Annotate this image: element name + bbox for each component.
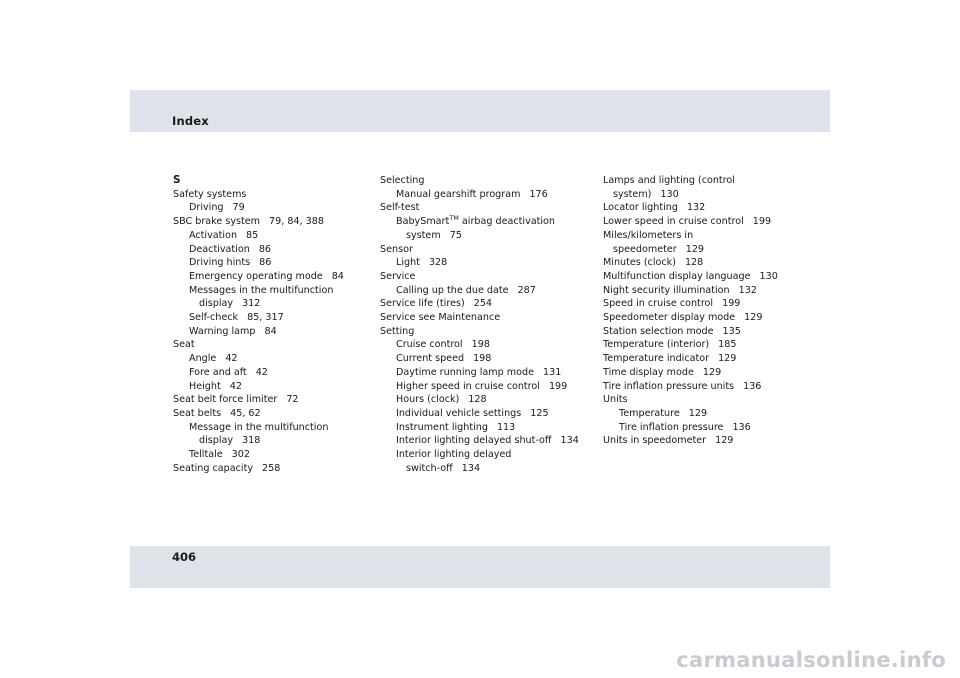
- page-reference: 318: [242, 435, 261, 447]
- page-reference: 198: [471, 339, 490, 351]
- index-term: Miles/kilometers in: [603, 229, 694, 241]
- index-term: Self-check: [189, 312, 239, 324]
- page-reference: 129: [685, 243, 705, 255]
- index-term: switch-off: [406, 462, 453, 474]
- page-reference: 75: [449, 229, 462, 241]
- page-reference: 79: [232, 202, 245, 214]
- index-term: Fore and aft: [189, 366, 247, 378]
- index-column-1: [173, 174, 344, 475]
- index-term: speedometer: [613, 243, 677, 255]
- index-term: Deactivation: [189, 243, 250, 255]
- index-entry: [603, 270, 778, 284]
- index-term: Higher speed in cruise control: [396, 380, 540, 392]
- index-term-continued: airbag deactivation: [458, 216, 555, 228]
- index-term: Emergency operating mode: [189, 270, 323, 282]
- page-reference: 129: [688, 407, 708, 419]
- index-entry: [603, 284, 778, 298]
- page-reference: 84: [264, 325, 277, 337]
- index-term: Sensor: [380, 243, 413, 255]
- page-reference: 136: [743, 380, 762, 392]
- index-term: Hours (clock): [396, 394, 460, 406]
- index-term: BabySmart: [396, 216, 450, 228]
- index-entry: [173, 188, 344, 202]
- watermark: carmanualsonline.info: [676, 648, 946, 672]
- index-term: Speed in cruise control: [603, 298, 714, 310]
- page-reference: 42: [255, 366, 268, 378]
- page-reference: 132: [686, 202, 706, 214]
- page-reference: 128: [684, 257, 704, 269]
- page-reference: 129: [718, 353, 737, 365]
- index-entry: [380, 421, 579, 435]
- page-reference: 302: [231, 449, 250, 461]
- index-term: Selecting: [380, 175, 425, 186]
- index-term: Multifunction display language: [603, 270, 751, 282]
- page-reference: 134: [461, 462, 481, 474]
- page-reference: 199: [548, 380, 568, 392]
- index-term: Activation: [189, 229, 238, 241]
- index-entry: [173, 325, 344, 339]
- page-reference: 185: [718, 339, 737, 351]
- index-term: Station selection mode: [603, 325, 714, 337]
- page-reference: 128: [468, 394, 487, 406]
- page-reference: 86: [258, 243, 272, 255]
- footer-band: [130, 546, 830, 588]
- index-entry: [603, 297, 778, 311]
- index-entry: [380, 338, 579, 352]
- page-reference: 129: [715, 435, 734, 447]
- index-entry: [173, 270, 344, 284]
- index-entry: [603, 229, 778, 243]
- index-term: Angle: [189, 353, 217, 365]
- index-term: Interior lighting delayed: [396, 449, 512, 461]
- index-term: Temperature (interior): [603, 339, 710, 351]
- index-entry: [603, 188, 778, 202]
- index-entry: [173, 229, 344, 243]
- index-term: Night security illumination: [603, 284, 730, 296]
- page-reference: 130: [759, 270, 778, 282]
- index-term: Service see Maintenance: [380, 312, 501, 324]
- trademark-superscript: TM: [449, 214, 459, 223]
- page-reference: 287: [517, 284, 536, 296]
- page-reference: 130: [660, 188, 679, 200]
- index-term: Light: [396, 257, 420, 269]
- page-reference: 135: [722, 325, 741, 337]
- index-entry: [380, 352, 579, 366]
- index-entry: [380, 201, 579, 215]
- index-entry: [173, 297, 344, 311]
- page-reference: 125: [530, 407, 549, 419]
- index-term: Time display mode: [603, 366, 694, 378]
- index-term: Self-test: [380, 202, 420, 214]
- index-entry: [380, 243, 579, 257]
- index-entry: [603, 201, 778, 215]
- page-reference: 45, 62: [230, 407, 261, 419]
- index-entry: [173, 380, 344, 394]
- page-reference: 198: [473, 353, 492, 365]
- index-term: Cruise control: [396, 339, 463, 351]
- index-term: Minutes (clock): [603, 257, 676, 269]
- index-term: Lower speed in cruise control: [603, 216, 744, 228]
- index-term: Seat belt force limiter: [173, 394, 278, 406]
- index-entry: [603, 311, 778, 325]
- index-entry: [603, 421, 778, 435]
- index-term: Units in speedometer: [603, 435, 707, 447]
- page-reference: 84: [331, 270, 344, 282]
- page-reference: 132: [738, 284, 757, 296]
- index-term: Seating capacity: [173, 462, 254, 474]
- index-term: Warning lamp: [189, 325, 256, 337]
- index-entry: [603, 256, 778, 270]
- page-reference: 85, 317: [247, 312, 284, 324]
- page-reference: 199: [722, 298, 741, 310]
- index-term: SBC brake system: [173, 216, 261, 228]
- index-entry: [380, 325, 579, 339]
- index-entry: [173, 243, 344, 257]
- page-reference: 176: [529, 188, 548, 200]
- index-entry: [603, 393, 778, 407]
- index-term: Messages in the multifunction: [189, 284, 334, 296]
- index-term: Driving: [189, 202, 224, 214]
- index-entry: [603, 174, 778, 188]
- index-term: Manual gearshift program: [396, 188, 521, 200]
- index-entry: [603, 366, 778, 380]
- index-term: Speedometer display mode: [603, 312, 736, 324]
- page-reference: 258: [262, 462, 281, 474]
- index-entry: [380, 407, 579, 421]
- page-reference: 86: [259, 257, 272, 269]
- page-reference: 79, 84, 388: [269, 216, 324, 228]
- index-term: Service life (tires): [380, 298, 465, 310]
- index-entry: [173, 284, 344, 298]
- page-number: 406: [172, 550, 197, 564]
- page-reference: 129: [744, 312, 763, 324]
- index-entry: [173, 311, 344, 325]
- index-term: Current speed: [396, 353, 465, 365]
- index-entry: [603, 380, 778, 394]
- index-term: Tire inflation pressure units: [603, 380, 735, 392]
- index-entry: [603, 434, 778, 448]
- index-entry: [173, 393, 344, 407]
- index-entry: [173, 366, 344, 380]
- index-entry: [173, 201, 344, 215]
- page-reference: 199: [752, 216, 772, 228]
- index-term: Individual vehicle settings: [396, 407, 522, 419]
- index-entry: [380, 256, 579, 270]
- index-entry: [380, 215, 579, 229]
- page-reference: 42: [229, 380, 242, 392]
- index-entry: [380, 297, 579, 311]
- page-reference: 134: [560, 435, 579, 447]
- index-entry: [380, 462, 579, 476]
- index-term: Lamps and lighting (control: [603, 175, 735, 186]
- index-entry: [173, 338, 344, 352]
- index-entry: [380, 393, 579, 407]
- index-term: Units: [603, 394, 628, 406]
- page-reference: 254: [473, 298, 493, 310]
- index-term: Seat: [173, 339, 195, 351]
- index-entry: [173, 421, 344, 435]
- page-title: Index: [172, 114, 209, 128]
- page-reference: 85: [246, 229, 259, 241]
- page-reference: 328: [428, 257, 448, 269]
- index-term: Locator lighting: [603, 202, 678, 214]
- page-reference: 42: [225, 353, 238, 365]
- index-entry: [380, 270, 579, 284]
- index-entry: [380, 448, 579, 462]
- index-entry: [380, 434, 579, 448]
- index-entry: [380, 284, 579, 298]
- index-entry: [173, 462, 344, 476]
- index-entry: [173, 256, 344, 270]
- index-term: Temperature indicator: [603, 353, 710, 365]
- index-entry: [173, 215, 344, 229]
- index-term: display: [199, 435, 234, 447]
- index-entry: [603, 338, 778, 352]
- index-term: system: [406, 229, 441, 241]
- index-term: Message in the multifunction: [189, 421, 329, 433]
- index-entry: [380, 229, 579, 243]
- index-entry: [603, 352, 778, 366]
- index-entry: [380, 311, 579, 325]
- index-entry: [603, 243, 778, 257]
- section-letter: S: [173, 174, 181, 186]
- index-term: Temperature: [619, 407, 680, 419]
- index-term: Service: [380, 270, 416, 282]
- index-term: Telltale: [189, 449, 223, 461]
- index-term: Instrument lighting: [396, 421, 488, 433]
- index-term: Daytime running lamp mode: [396, 366, 534, 378]
- index-term: display: [199, 298, 234, 310]
- index-entry: [173, 448, 344, 462]
- index-entry: [380, 174, 579, 188]
- index-term: Setting: [380, 325, 415, 337]
- page-reference: 129: [702, 366, 722, 378]
- index-entry: [173, 434, 344, 448]
- index-term: Tire inflation pressure: [619, 421, 724, 433]
- index-term: system): [613, 188, 652, 200]
- index-entry: [603, 407, 778, 421]
- header-band: [130, 90, 830, 132]
- index-entry: [380, 380, 579, 394]
- index-entry: [380, 366, 579, 380]
- index-entry: [173, 352, 344, 366]
- index-entry: [173, 407, 344, 421]
- index-term: Seat belts: [173, 407, 222, 419]
- index-entry: [603, 325, 778, 339]
- index-term: Interior lighting delayed shut-off: [396, 435, 552, 447]
- page-reference: 72: [286, 394, 299, 406]
- index-term: Safety systems: [173, 188, 247, 200]
- page-reference: 312: [242, 298, 261, 310]
- page-reference: 131: [542, 366, 562, 378]
- index-term: Driving hints: [189, 257, 251, 269]
- index-column-3: [603, 174, 778, 448]
- index-term: Height: [189, 380, 221, 392]
- index-term: Calling up the due date: [396, 284, 509, 296]
- page-reference: 113: [496, 421, 516, 433]
- page-reference: 136: [732, 421, 751, 433]
- index-entry: [380, 188, 579, 202]
- index-entry: [603, 215, 778, 229]
- index-column-2: [380, 174, 579, 475]
